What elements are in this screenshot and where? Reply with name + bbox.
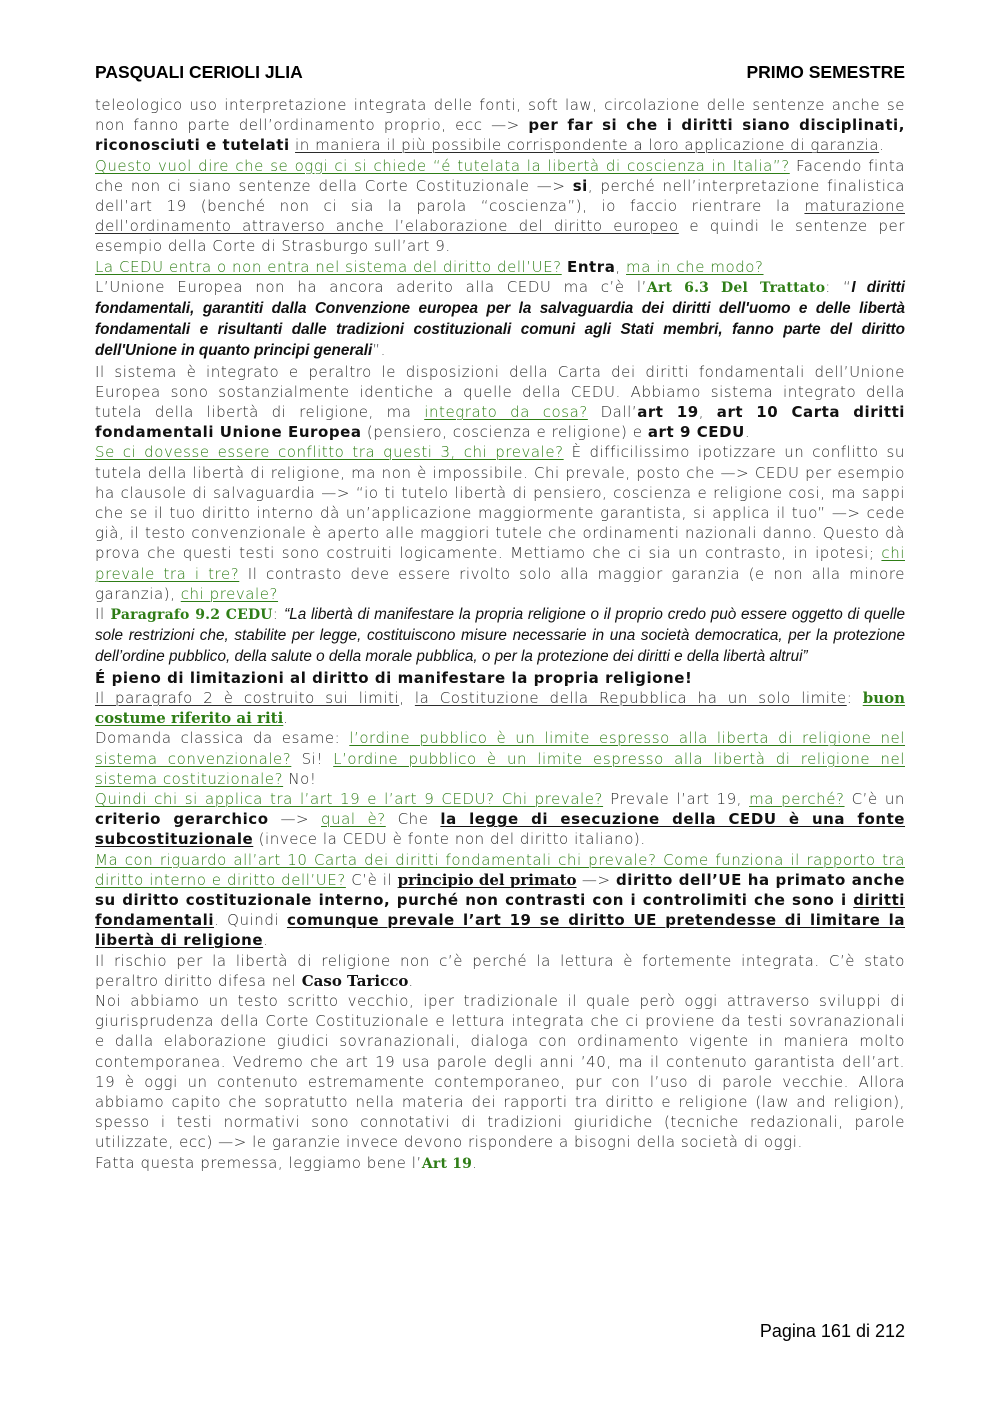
paragraph-13 xyxy=(95,951,905,991)
page-number: Pagina 161 di 212 xyxy=(759,1321,905,1341)
underlined-text: maturazione dell’ordinamento attraverso anche l’elaborazione del diritto europeo xyxy=(95,197,905,236)
underlined-text: la Costituzione della Repubblica ha un solo limite xyxy=(414,688,847,707)
text: (invece la CEDU è fonte non del diritto italiano). xyxy=(253,830,646,849)
bold-text: art 10 Carta diritti fondamentali Unione Europea xyxy=(95,403,905,442)
article-reference: Art 19 xyxy=(421,1155,473,1172)
text: : xyxy=(846,688,863,707)
quoted-article-text: “La libertà di manifestare la propria religione o il proprio credo può essere oggetto di quelle sole restrizioni che, stabilite per legge, costituiscono misure necessarie in una società democratica, per la protezione dell’ordine pubblico, della salute o della morale pubblica, o per la protezione dei diritti e della libertà altrui” xyxy=(95,606,906,666)
paragraph-15 xyxy=(95,1153,905,1174)
question-text: L’ordine pubblico è un limite espresso alla libertà di religione nel sistema costituzionale? xyxy=(95,749,905,788)
question-text: Questo vuol dire che se oggi ci si chiede “é tutelata la libertà di coscienza in Italia”? xyxy=(95,156,790,175)
underlined-bold-text: diritti fondamentali xyxy=(95,890,905,930)
text: . xyxy=(744,423,751,442)
text: . xyxy=(879,136,885,155)
paragraph-2 xyxy=(95,156,905,257)
text: È difficilissimo ipotizzare un conflitto su tutela della libertà di religione, ma non è impossibile. Chi prevale, posto che —> CEDU per esempio ha clausole di salvaguardia —> “io ti tutelo libertà di pensiero, coscienza e religione cosi, ma sappi che se il tuo diritto interno dà un’applicazione maggiormente garantista, si applica il tuo” —> cede già, il testo convenzionale è aperto alle maggiori tutele che ordinamenti nazionali danno. Questo dà prova che questi testi sono costruiti logicamente. Mettiamo che ci sia un contrasto, in ipotesi; xyxy=(95,443,905,563)
text: e quindi le sentenze per esempio della Corte di Strasburgo sull’art 9. xyxy=(95,217,906,256)
question-text: chi prevale? xyxy=(180,584,279,603)
underlined-text: Il paragrafo 2 è costruito sui limiti xyxy=(95,688,400,707)
header-semester: PRIMO SEMESTRE xyxy=(746,62,905,82)
paragraph-10 xyxy=(95,728,905,789)
text: , perché nell’interpretazione finalistica dell’art 19 (benché non ci sia la parola “coscienza”), io faccio rientrare la xyxy=(95,176,905,216)
underlined-text: in maniera il più possibile corrispondente a loro applicazione di garanzia xyxy=(295,136,880,155)
paragraph-5 xyxy=(95,362,905,443)
paragraph-6 xyxy=(95,442,905,604)
text: C’è un xyxy=(844,789,905,808)
question-text: integrato da cosa? xyxy=(424,403,588,422)
question-text: chi prevale tra i tre? xyxy=(95,544,905,583)
bold-text: art 19 xyxy=(637,403,699,422)
text: Il rischio per la libertà di religione non c’è perché la lettura è fortemente integrata. C’è stato peraltro diritto difesa nel xyxy=(95,951,905,990)
paragraph-9 xyxy=(95,688,905,728)
question-text: qual è? xyxy=(321,810,386,829)
highlighted-text: la legge di esecuzione della CEDU è una fonte subcostituzionale xyxy=(95,810,906,849)
text: Facendo finta che non ci siano sentenze della Corte Costituzionale —> xyxy=(95,156,905,195)
text: teleologico uso interpretazione integrata delle fonti, soft law, circolazione delle sentenze anche se non fanno parte dell’ordinamento proprio, ecc —> xyxy=(95,96,905,135)
text: Dall’ xyxy=(587,403,638,422)
text: . xyxy=(472,1153,478,1172)
text: L’Unione Europea non ha ancora aderito alla CEDU ma c’è l’ xyxy=(95,277,647,296)
text: Il sistema è integrato e peraltro le disposizioni della Carta dei diritti fondamentali dell’Unione Europea sono sostanzialmente identiche a quelle della CEDU. Abbiamo sistema integrato della tutela della libertà di religione, ma xyxy=(95,362,905,422)
paragraph-14 xyxy=(95,991,905,1153)
text: , xyxy=(698,403,717,422)
text: . xyxy=(408,971,414,990)
question-text: Se ci dovesse essere conflitto tra questi 3, chi prevale? xyxy=(95,443,564,462)
text: , xyxy=(399,688,415,707)
text: Il xyxy=(95,605,111,624)
text: No! xyxy=(283,769,317,788)
highlighted-text: principio del primato xyxy=(397,870,577,889)
text: : “ xyxy=(825,277,852,296)
paragraph-3 xyxy=(95,257,905,277)
text: Prevale l’art 19, xyxy=(603,789,750,808)
text: Che xyxy=(385,810,441,829)
bold-text: per far si che i diritti siano disciplinati, riconosciuti e tutelati xyxy=(95,116,905,155)
underlined-bold-text: comunque prevale l’art 19 se diritto UE pretendesse di limitare la libertà di religione xyxy=(95,911,905,950)
article-reference: Paragrafo 9.2 CEDU xyxy=(110,607,273,624)
text: , xyxy=(615,257,627,276)
text: Domanda classica da esame: xyxy=(95,729,350,748)
question-text: ma in che modo? xyxy=(626,257,764,276)
text: . Quindi xyxy=(214,911,287,930)
question-text: ma perché? xyxy=(749,789,845,808)
text: Il contrasto deve essere rivolto solo alla maggior garanzia (e non alla minore garanzia), xyxy=(95,564,905,603)
text: ”. xyxy=(372,341,386,360)
bold-text: art 9 CEDU xyxy=(647,423,745,442)
paragraph-11 xyxy=(95,789,905,850)
text: : xyxy=(272,605,285,624)
text: C’è il xyxy=(345,870,398,889)
case-name: Caso Taricco xyxy=(301,971,409,990)
bold-text: diritto dell’UE ha primato anche su diritto costituzionale interno, purché non contrasti con i controlimiti che sono i xyxy=(95,870,905,909)
bold-text: si xyxy=(572,176,588,195)
text: . xyxy=(263,931,269,950)
text: —> xyxy=(268,810,322,829)
text: Si! xyxy=(291,749,334,768)
text: (pensiero, coscienza e religione) e xyxy=(361,423,648,442)
text: Noi abbiamo un testo scritto vecchio, iper tradizionale il quale però oggi attraverso sviluppi di giurisprudenza della Corte Costituzionale e lettura integrata che ci proviene da testi sovranazionali e dalla elaborazione giudici sovranazionali, dialoga con ordinamento vigente in maniera molto contemporanea. Vedremo che art 19 usa parole degli anni ’40, ma il contenuto garantista dell’art. 19 è oggi un contenuto estremamente contemporaneo, pur con l’uso di parole vecchie. Allora abbiamo capito che sopratutto nella materia dei rapporti tra diritto e religione (law and religion), spesso i testi normativi sono connotativi di tradizioni giuridiche (tecniche redazionali, parole utilizzate, ecc) —> le garanzie invece devono rispondere a bisogni della società di oggi. xyxy=(95,991,905,1152)
article-reference: Art 6.3 Del Trattato xyxy=(646,279,826,296)
paragraph-7 xyxy=(95,604,905,668)
quoted-article-text: I diritti fondamentali, garantiti dalla Convenzione europea per la salvaguardia dei diritti dell'uomo e delle libertà fondamentali e risultanti dalle tradizioni costituzionali comuni agli Stati membri, fanno parte del diritto dell'Unione in quanto principi generali xyxy=(95,278,905,360)
page-body xyxy=(95,95,905,1174)
text: . xyxy=(283,709,289,728)
question-text: Ma con riguardo all’art 10 Carta dei diritti fondamentali chi prevale? Come funziona il rapporto tra diritto interno e diritto dell’UE? xyxy=(95,850,905,889)
highlighted-text: buon costume riferito ai riti xyxy=(95,688,906,728)
bold-text: criterio gerarchico xyxy=(95,810,269,829)
question-text: l’ordine pubblico è un limite espresso alla liberta di religione nel sistema convenzionale? xyxy=(95,729,906,768)
paragraph-4 xyxy=(95,277,905,362)
bold-text: Entra xyxy=(567,257,616,276)
header-author: PASQUALI CERIOLI JLIA xyxy=(95,62,303,82)
question-text: Quindi chi si applica tra l’art 19 e l’art 9 CEDU? Chi prevale? xyxy=(95,789,604,808)
paragraph-8 xyxy=(95,668,905,688)
text: Fatta questa premessa, leggiamo bene l’ xyxy=(95,1153,422,1172)
bold-text: É pieno di limitazioni al diritto di manifestare la propria religione! xyxy=(95,668,693,687)
paragraph-12 xyxy=(95,850,905,951)
text: —> xyxy=(576,870,616,889)
paragraph-1 xyxy=(95,95,905,156)
question-text: La CEDU entra o non entra nel sistema del diritto dell’UE? xyxy=(95,257,562,276)
